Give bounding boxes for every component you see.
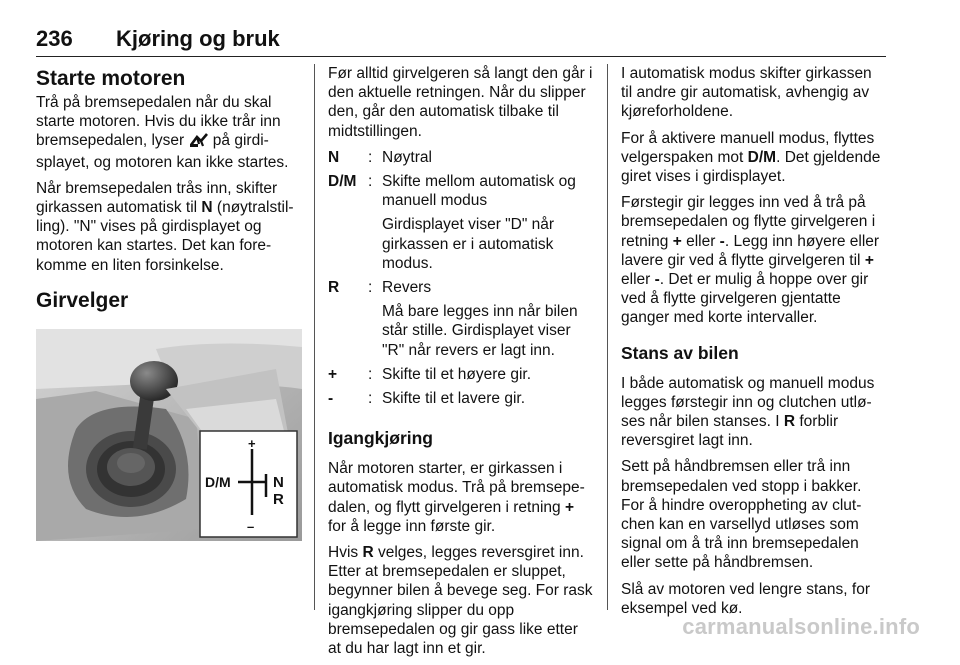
gear-definition-list — [328, 148, 594, 413]
figure-label-n: N — [273, 473, 284, 491]
definition-key: + — [328, 365, 338, 383]
section-heading-stopping: Stans av bilen — [621, 342, 739, 363]
paragraph: Slå av motoren ved lengre stans, for eksempel ved kø. — [621, 580, 870, 617]
paragraph: I både automatisk og manuell modus legges førstegir inn og clutchen utløses når bilen stanses. I R forblir reversgiret lagt inn. — [621, 374, 875, 450]
figure-label-minus: – — [247, 518, 255, 534]
definition-text: Skifte til et høyere gir. — [382, 365, 532, 383]
column-2 — [328, 64, 594, 665]
page-number: 236 — [36, 26, 73, 51]
definition-row — [328, 278, 594, 365]
paragraph: Sett på håndbremsen eller trå inn bremsepedalen ved stopp i bakker. For å hindre overoppheting av clutchen kan en varsellyd utløses som signal om å trå inn bremsepedalen eller sette på håndbremsen. — [621, 458, 862, 572]
paragraph: Før alltid girvelgeren så langt den går i den aktuelle retningen. Når du slipper den, går den automatisk tilbake til midtstillingen. — [328, 65, 593, 140]
definition-key: D/M — [328, 173, 357, 191]
section-heading-start-engine: Starte motoren — [36, 67, 186, 90]
definition-text: Girdisplayet viser "D" når girkassen er i automatisk modus. — [382, 216, 555, 272]
definition-text: Må bare legges inn når bilen står stille. Girdisplayet viser "R" når revers er lagt inn. — [382, 303, 578, 359]
column-1 — [36, 64, 302, 541]
definition-colon: : — [368, 279, 373, 297]
section-heading-gear-selector: Girvelger — [36, 288, 129, 312]
column-divider — [314, 64, 315, 610]
definition-text: Revers — [382, 279, 432, 297]
definition-row — [328, 148, 594, 172]
paragraph: For å aktivere manuell modus, flyttes velgerspaken mot D/M. Det gjeldende giret vises i girdisplayet. — [621, 129, 881, 186]
definition-row — [328, 365, 594, 389]
paragraph: Førstegir gir legges inn ved å trå på bremsepedalen og flytte girvelgeren i retning + eller -. Legg inn høyere eller lavere gir ved å flytte girvelgeren til + eller -. Det er mulig å hoppe over gir ved å flytte girvelgeren gjentatte ganger med korte intervaller. — [621, 194, 880, 327]
definition-text: Skifte mellom automatisk og manuell modus — [382, 173, 576, 210]
figure-label-dm: D/M — [205, 473, 231, 490]
definition-colon: : — [368, 365, 373, 383]
figure-label-r: R — [273, 490, 284, 508]
definition-colon: : — [368, 390, 373, 408]
gear-selector-figure — [36, 329, 302, 541]
definition-key: R — [328, 279, 340, 297]
paragraph: Når bremsepedalen trås inn, skifter girkassen automatisk til N (nøytralstilling). "N" vises på girdisplayet og motoren kan startes. Det kan forekomme en liten forsinkelse. — [36, 179, 294, 274]
column-divider — [607, 64, 608, 610]
definition-colon: : — [368, 173, 373, 191]
definition-key: N — [328, 148, 340, 166]
definition-colon: : — [368, 148, 373, 166]
paragraph: Når motoren starter, er girkassen i automatisk modus. Trå på bremsepedalen, og flytt girvelgeren i retning + for å legge inn første gir. — [328, 460, 585, 535]
definition-key: - — [328, 390, 334, 408]
watermark: carmanualsonline.info — [682, 614, 920, 639]
definition-text: Skifte til et lavere gir. — [382, 390, 526, 408]
chapter-title: Kjøring og bruk — [116, 26, 280, 51]
definition-row — [328, 172, 594, 278]
column-3 — [621, 64, 887, 625]
paragraph: Trå på bremsepedalen når du skal starte motoren. Hvis du ikke trår inn bremsepedalen, lyser på girdisplayet, og motoren kan ikke startes. — [36, 94, 289, 171]
brake-pedal-indicator-icon — [189, 133, 209, 152]
section-heading-starting-off: Igangkjøring — [328, 428, 433, 449]
definition-row — [328, 389, 594, 413]
paragraph: Hvis R velges, legges reversgiret inn. Etter at bremsepedalen er sluppet, begynner bilen å bevege seg. For rask igangkjøring slipper du opp bremsepedalen og gir gass like etter at du har lagt inn et gir. — [328, 544, 593, 658]
paragraph: I automatisk modus skifter girkassen til andre gir automatisk, avhengig av kjøreforholdene. — [621, 65, 872, 121]
page-header — [36, 12, 886, 57]
definition-text: Nøytral — [382, 148, 432, 166]
figure-label-plus: + — [248, 435, 256, 451]
